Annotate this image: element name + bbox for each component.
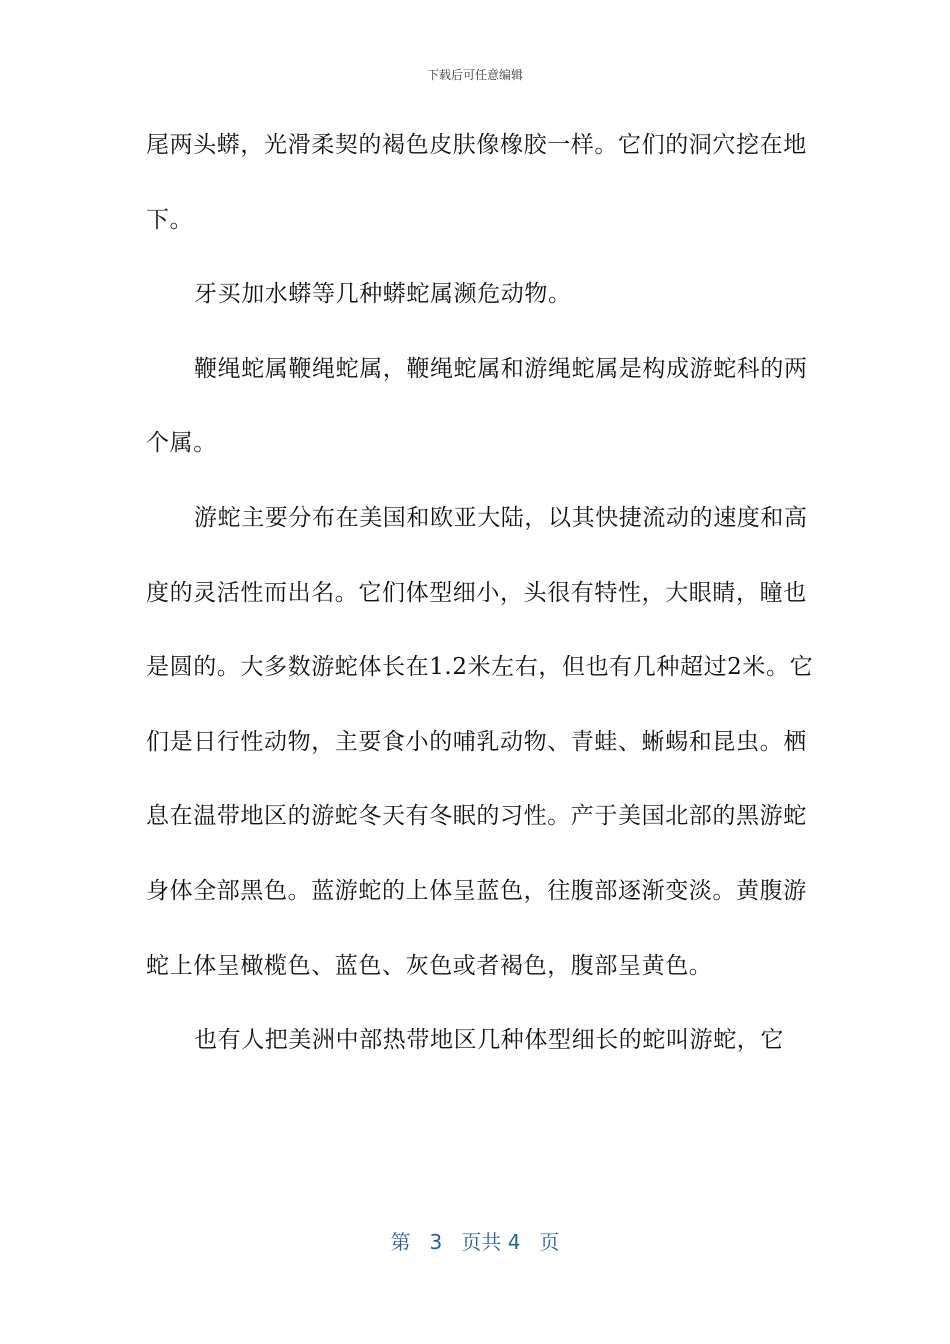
paragraph-1: 尾两头蟒，光滑柔契的褐色皮肤像橡胶一样。它们的洞穴挖在地下。 [146, 132, 807, 233]
footer-total-pages: 4 [507, 1230, 521, 1254]
footer-current-page: 3 [429, 1230, 443, 1254]
paragraph-3: 鞭绳蛇属鞭绳蛇属，鞭绳蛇属和游绳蛇属是构成游蛇科的两个属。 [146, 355, 808, 457]
paragraph-2: 牙买加水蟒等几种蟒蛇属濒危动物。 [194, 281, 572, 308]
header-note: 下载后可任意编辑 [426, 68, 523, 82]
paragraph-4: 游蛇主要分布在美国和欧亚大陆，以其快捷流动的速度和高度的灵活性而出名。它们体型细小，头很有特性，大眼睛，瞳也是圆的。大多数游蛇体长在1.2米左右，但也有几种超过2米。它们是日行性动物，主要食小的哺乳动物、青蛙、蜥蜴和昆虫。栖息在温带地区的游蛇冬天有冬眠的习性。产于美国北部的黑游蛇身体全部黑色。蓝游蛇的上体呈蓝色，往腹部逐渐变淡。黄腹游蛇上体呈橄榄色、蓝色、灰色或者褐色，腹部呈黄色。 [146, 504, 814, 979]
page-footer [0, 1226, 950, 1255]
paragraph-5: 也有人把美洲中部热带地区几种体型细长的蛇叫游蛇，它 [194, 1027, 784, 1054]
document-body [146, 108, 814, 1078]
footer-prefix: 第 [390, 1230, 411, 1254]
footer-suffix: 页 [539, 1230, 560, 1254]
footer-mid: 页共 [461, 1230, 502, 1254]
